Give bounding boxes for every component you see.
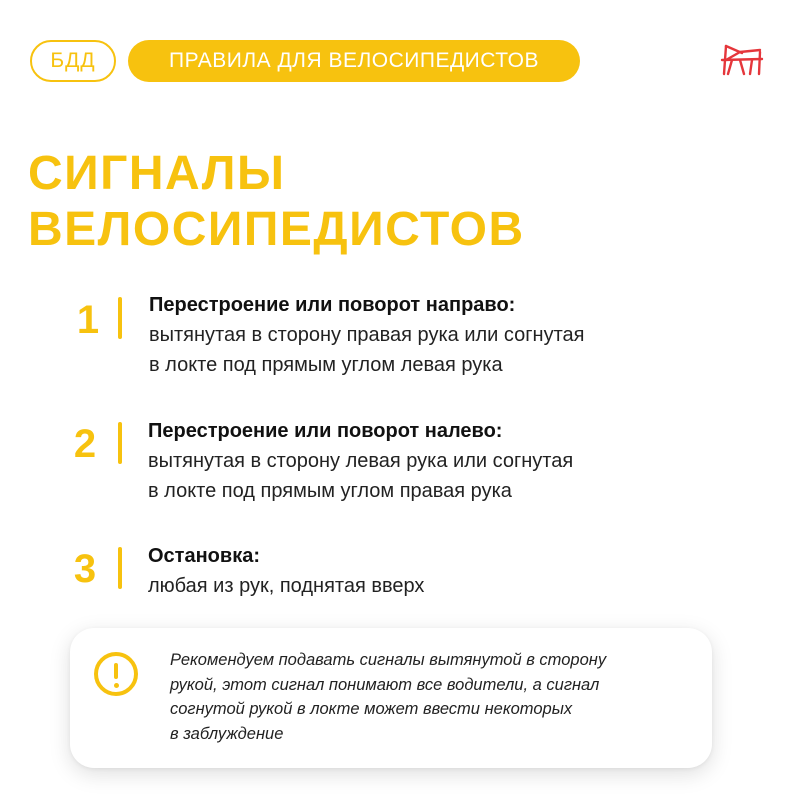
tag-bdd: БДД xyxy=(30,40,116,82)
rule-item xyxy=(149,290,749,380)
recommendation-line: рукой, этот сигнал понимают все водители, а сигнал xyxy=(170,675,600,694)
chair-logo-icon xyxy=(716,40,766,82)
rule-item xyxy=(148,541,748,601)
rule-description-line: вытянутая в сторону правая рука или согнутая xyxy=(149,324,585,346)
rule-divider xyxy=(118,422,122,464)
rule-number: 1 xyxy=(76,298,100,342)
recommendation-text xyxy=(170,648,690,746)
rule-item xyxy=(148,416,748,506)
rule-divider xyxy=(118,297,122,339)
title-line-1: СИГНАЛЫ xyxy=(28,147,286,200)
rule-description-line: в локте под прямым углом левая рука xyxy=(149,354,503,376)
rule-divider xyxy=(118,547,122,589)
recommendation-line: Рекомендуем подавать сигналы вытянутой в сторону xyxy=(170,651,607,669)
rule-title: Перестроение или поворот налево: xyxy=(148,420,503,442)
rule-number: 3 xyxy=(73,547,97,591)
recommendation-card xyxy=(70,628,712,768)
title-line-2: ВЕЛОСИПЕДИСТОВ xyxy=(28,203,525,256)
rule-description-line: вытянутая в сторону левая рука или согнутая xyxy=(148,450,574,472)
rule-number: 2 xyxy=(73,422,97,466)
exclamation-circle-icon xyxy=(94,652,138,696)
rule-description-line: в локте под прямым углом правая рука xyxy=(148,480,512,502)
rule-title: Перестроение или поворот направо: xyxy=(149,294,516,316)
rule-title: Остановка: xyxy=(148,545,260,567)
page-title xyxy=(28,146,525,258)
recommendation-line: в заблуждение xyxy=(170,724,284,743)
recommendation-line: согнутой рукой в локте может ввести некоторых xyxy=(170,700,573,718)
tag-cyclist-rules: ПРАВИЛА ДЛЯ ВЕЛОСИПЕДИСТОВ xyxy=(128,40,580,82)
rule-description-line: любая из рук, поднятая вверх xyxy=(148,575,425,597)
